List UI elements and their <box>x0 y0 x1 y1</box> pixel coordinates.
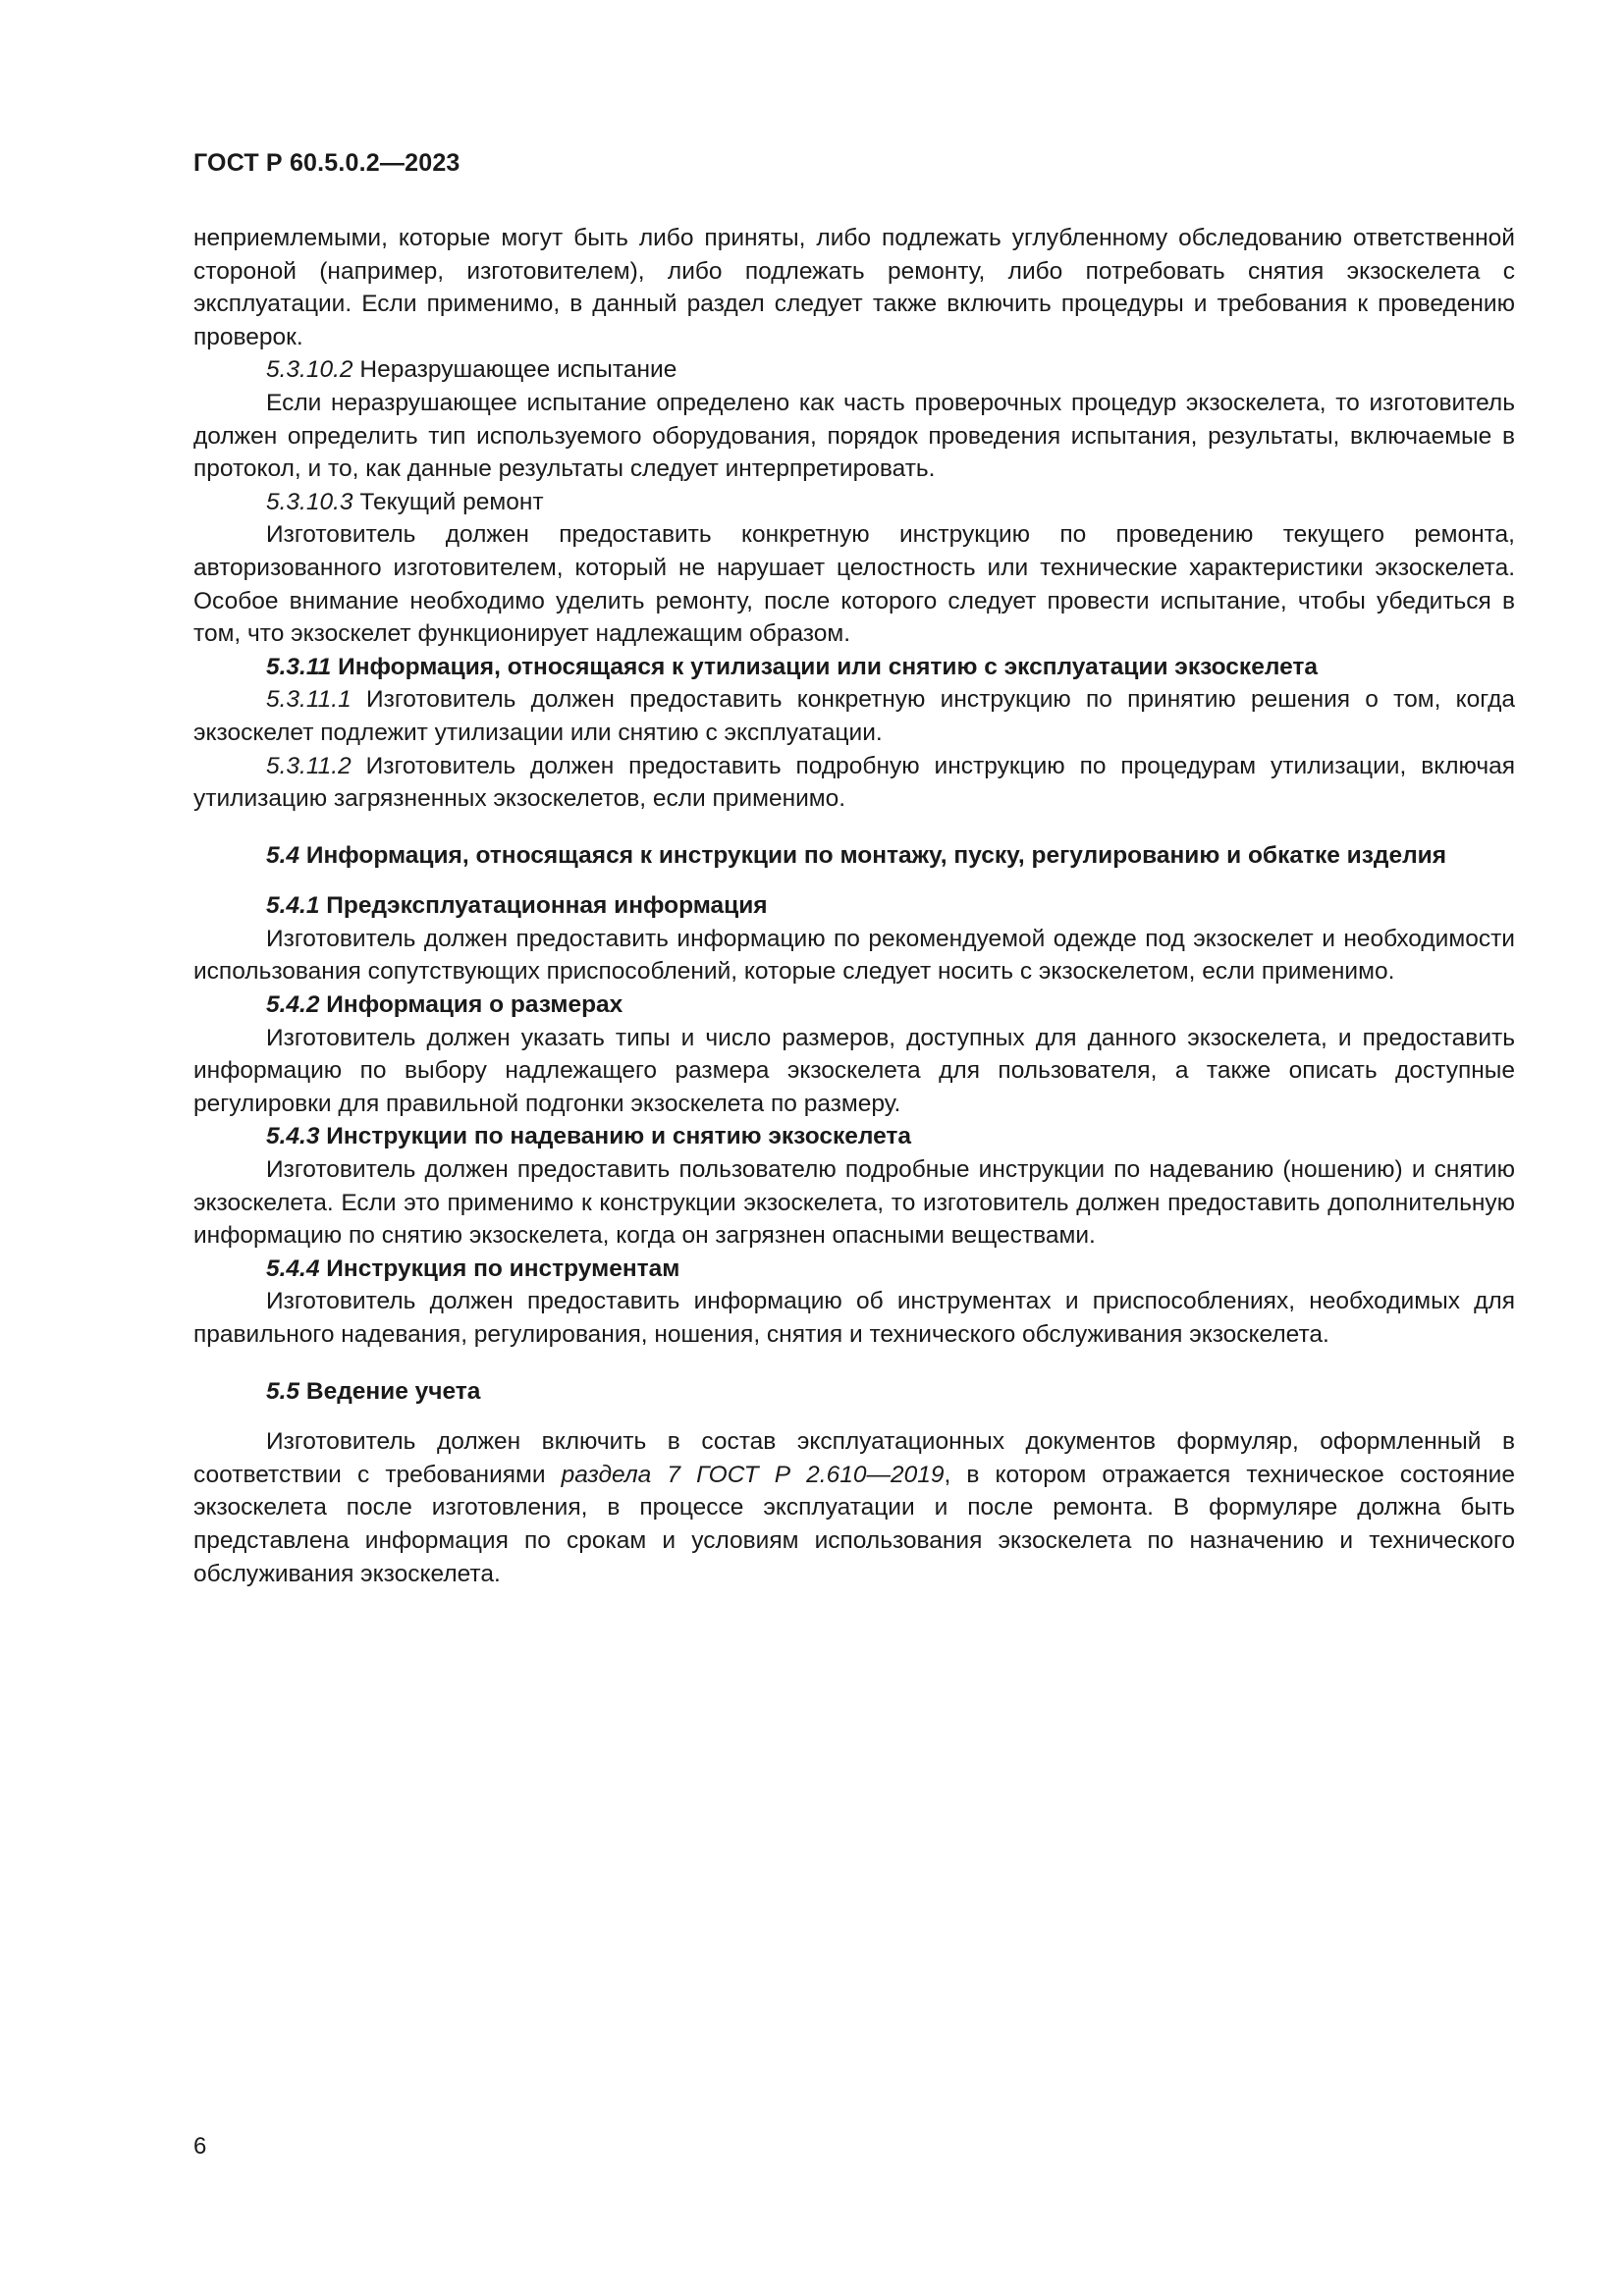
paragraph-record-keeping <box>193 1425 1515 1590</box>
clause-title: Инструкция по инструментам <box>319 1255 680 1282</box>
clause-5-3-11-2 <box>193 750 1515 816</box>
paragraph-pre-operation-info: Изготовитель должен предоставить информацию по рекомендуемой одежде под экзоскелет и необходимости использования сопутствующих приспособлений, которые следует носить с экзоскелетом, если применимо. <box>193 925 1515 986</box>
paragraph-continued: неприемлемыми, которые могут быть либо приняты, либо подлежать углубленному обследованию ответственной стороной (например, изготовителем), либо подлежать ремонту, либо потребовать снятия экзоскелета с эксплуатации. Если применимо, в данный раздел следует также включить процедуры и требования к проведению проверок. <box>193 225 1515 350</box>
document-code-header: ГОСТ Р 60.5.0.2—2023 <box>193 149 460 177</box>
clause-number: 5.4.1 <box>266 892 320 920</box>
clause-5-3-11-heading <box>193 651 1515 684</box>
clause-text: Изготовитель должен предоставить подробную инструкцию по процедурам утилизации, включая утилизацию загрязненных экзоскелетов, если применимо. <box>193 752 1515 813</box>
section-number: 5.5 <box>266 1377 300 1405</box>
standard-reference: раздела 7 ГОСТ Р 2.610—2019 <box>561 1461 945 1488</box>
clause-title: Информация, относящаяся к утилизации или снятию с эксплуатации экзоскелета <box>331 653 1318 680</box>
clause-5-3-11-1 <box>193 683 1515 749</box>
section-title: Информация, относящаяся к инструкции по монтажу, пуску, регулированию и обкатке изделия <box>299 841 1446 869</box>
clause-title: Информация о размерах <box>319 991 623 1019</box>
clause-title: Предэксплуатационная информация <box>319 892 768 920</box>
clause-5-4-2-heading <box>193 988 1515 1022</box>
section-5-4-heading <box>193 839 1515 873</box>
clause-title: Неразрушающее испытание <box>352 356 677 384</box>
clause-5-4-4-heading <box>193 1253 1515 1286</box>
section-title: Ведение учета <box>299 1377 481 1405</box>
clause-text: Изготовитель должен предоставить конкретную инструкцию по принятию решения о том, когда экзоскелет подлежит утилизации или снятию с эксплуатации. <box>193 686 1515 746</box>
clause-5-3-10-2-heading <box>193 353 1515 387</box>
clause-number: 5.4.2 <box>266 991 320 1019</box>
paragraph-non-destructive-test: Если неразрушающее испытание определено как часть проверочных процедур экзоскелета, то изготовитель должен определить тип используемого оборудования, порядок проведения испытания, результаты, включаемые в протокол, и то, как данные результаты следует интерпретировать. <box>193 389 1515 483</box>
clause-number: 5.4.4 <box>266 1255 320 1282</box>
clause-number: 5.3.10.2 <box>266 356 353 384</box>
page-number: 6 <box>193 2133 207 2160</box>
clause-5-4-3-heading <box>193 1120 1515 1153</box>
paragraph-current-repair: Изготовитель должен предоставить конкретную инструкцию по проведению текущего ремонта, авторизованного изготовителем, который не нарушает целостность или технические характеристики экзоскелета. Особое внимание необходимо уделить ремонту, после которого следует провести испытание, чтобы убедиться в том, что экзоскелет функционирует надлежащим образом. <box>193 521 1515 648</box>
clause-number: 5.3.10.3 <box>266 488 353 515</box>
record-text-a: Изготовитель должен включить в состав эксплуатационных документов формуляр, оформленный в соответствии с требованиями <box>193 1428 1515 1488</box>
clause-number: 5.4.3 <box>266 1123 320 1150</box>
paragraph-donning-doffing: Изготовитель должен предоставить пользователю подробные инструкции по надеванию (ношению) и снятию экзоскелета. Если это применимо к конструкции экзоскелета, то изготовитель должен предоставить дополнительную информацию по снятию экзоскелета, когда он загрязнен опасными веществами. <box>193 1156 1515 1250</box>
clause-5-4-1-heading <box>193 889 1515 923</box>
clause-number: 5.3.11.1 <box>266 686 352 714</box>
paragraph-tools: Изготовитель должен предоставить информацию об инструментах и приспособлениях, необходимых для правильного надевания, регулирования, ношения, снятия и технического обслуживания экзоскелета. <box>193 1288 1515 1348</box>
record-text-b: , в котором отражается техническое состояние экзоскелета после изготовления, в процессе эксплуатации и после ремонта. В формуляре должна быть представлена информация по срокам и условиям использования экзоскелета по назначению и технического обслуживания экзоскелета. <box>193 1461 1515 1587</box>
document-body <box>193 222 1515 1590</box>
section-5-5-heading <box>193 1375 1515 1409</box>
clause-5-3-10-3-heading <box>193 486 1515 519</box>
clause-number: 5.3.11.2 <box>266 752 352 779</box>
section-number: 5.4 <box>266 841 300 869</box>
clause-number: 5.3.11 <box>266 653 332 680</box>
clause-title: Текущий ремонт <box>352 488 544 515</box>
clause-title: Инструкции по надеванию и снятию экзоскелета <box>319 1123 912 1150</box>
paragraph-size-info: Изготовитель должен указать типы и число размеров, доступных для данного экзоскелета, и предоставить информацию по выбору надлежащего размера экзоскелета для пользователя, а также описать доступные регулировки для правильной подгонки экзоскелета по размеру. <box>193 1024 1515 1117</box>
